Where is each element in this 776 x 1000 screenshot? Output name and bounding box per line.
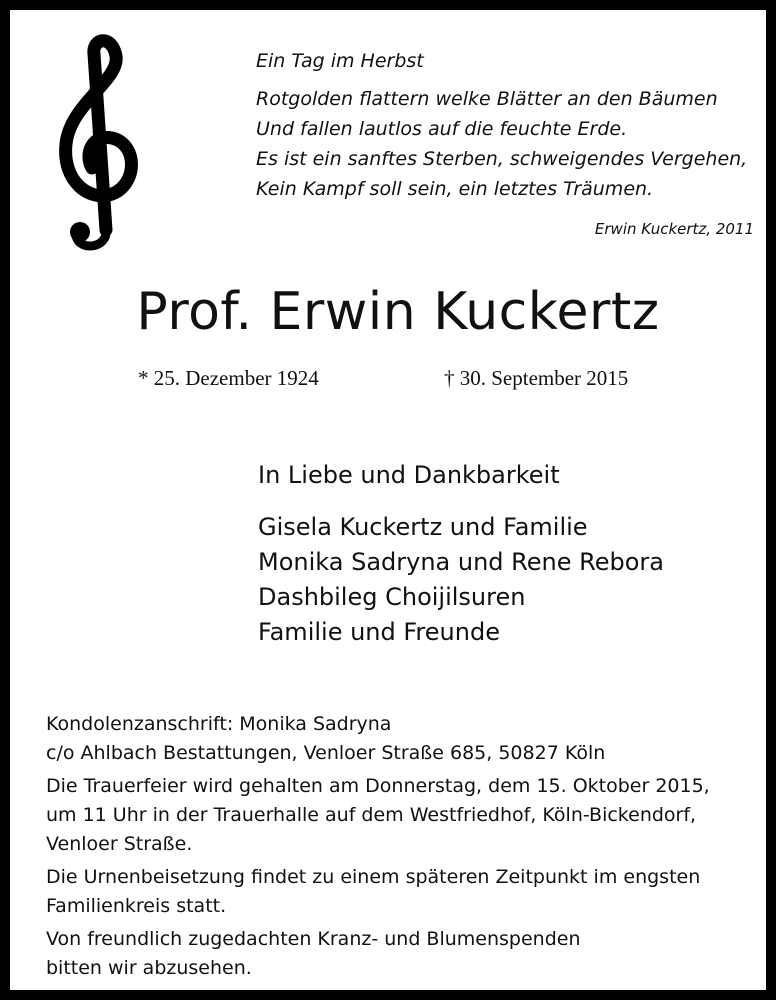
birth-date: * 25. Dezember 1924 bbox=[138, 366, 319, 390]
info-line: Kondolenzanschrift: Monika Sadryna bbox=[46, 713, 392, 735]
poem-line: Rotgolden flattern welke Blätter an den Bäumen bbox=[256, 88, 718, 110]
info-block bbox=[46, 710, 766, 987]
urn-notice bbox=[46, 863, 766, 921]
info-line: Die Urnenbeisetzung findet zu einem späteren Zeitpunkt im engsten bbox=[46, 866, 701, 888]
poem-title: Ein Tag im Herbst bbox=[256, 50, 424, 72]
poem-line: Kein Kampf soll sein, ein letztes Träumen. bbox=[256, 178, 654, 200]
poem-line: Und fallen lautlos auf die feuchte Erde. bbox=[256, 118, 628, 140]
condolence-address bbox=[46, 710, 766, 768]
mourner-name: Familie und Freunde bbox=[258, 618, 500, 646]
mourners bbox=[258, 458, 758, 650]
poem-author: Erwin Kuckertz, 2011 bbox=[594, 220, 754, 238]
info-line: Die Trauerfeier wird gehalten am Donnerstag, dem 15. Oktober 2015, bbox=[46, 775, 710, 797]
mourners-intro: In Liebe und Dankbarkeit bbox=[258, 461, 560, 489]
info-line: Von freundlich zugedachten Kranz- und Blumenspenden bbox=[46, 928, 581, 950]
info-line: Venloer Straße. bbox=[46, 833, 193, 855]
mourner-name: Dashbileg Choijilsuren bbox=[258, 583, 526, 611]
info-line: um 11 Uhr in der Trauerhalle auf dem Westfriedhof, Köln-Bickendorf, bbox=[46, 804, 697, 826]
deceased-name: Prof. Erwin Kuckertz bbox=[136, 282, 660, 342]
poem bbox=[256, 46, 756, 204]
death-date: † 30. September 2015 bbox=[444, 366, 629, 390]
treble-clef-icon bbox=[46, 34, 156, 254]
info-line: c/o Ahlbach Bestattungen, Venloer Straße 685, 50827 Köln bbox=[46, 742, 606, 764]
funeral-notice bbox=[46, 772, 766, 859]
info-line: bitten wir abzusehen. bbox=[46, 957, 252, 979]
mourner-name: Monika Sadryna und Rene Rebora bbox=[258, 548, 664, 576]
mourner-name: Gisela Kuckertz und Familie bbox=[258, 513, 588, 541]
wreath-notice bbox=[46, 925, 766, 983]
poem-line: Es ist ein sanftes Sterben, schweigendes Vergehen, bbox=[256, 148, 748, 170]
info-line: Familienkreis statt. bbox=[46, 895, 227, 917]
